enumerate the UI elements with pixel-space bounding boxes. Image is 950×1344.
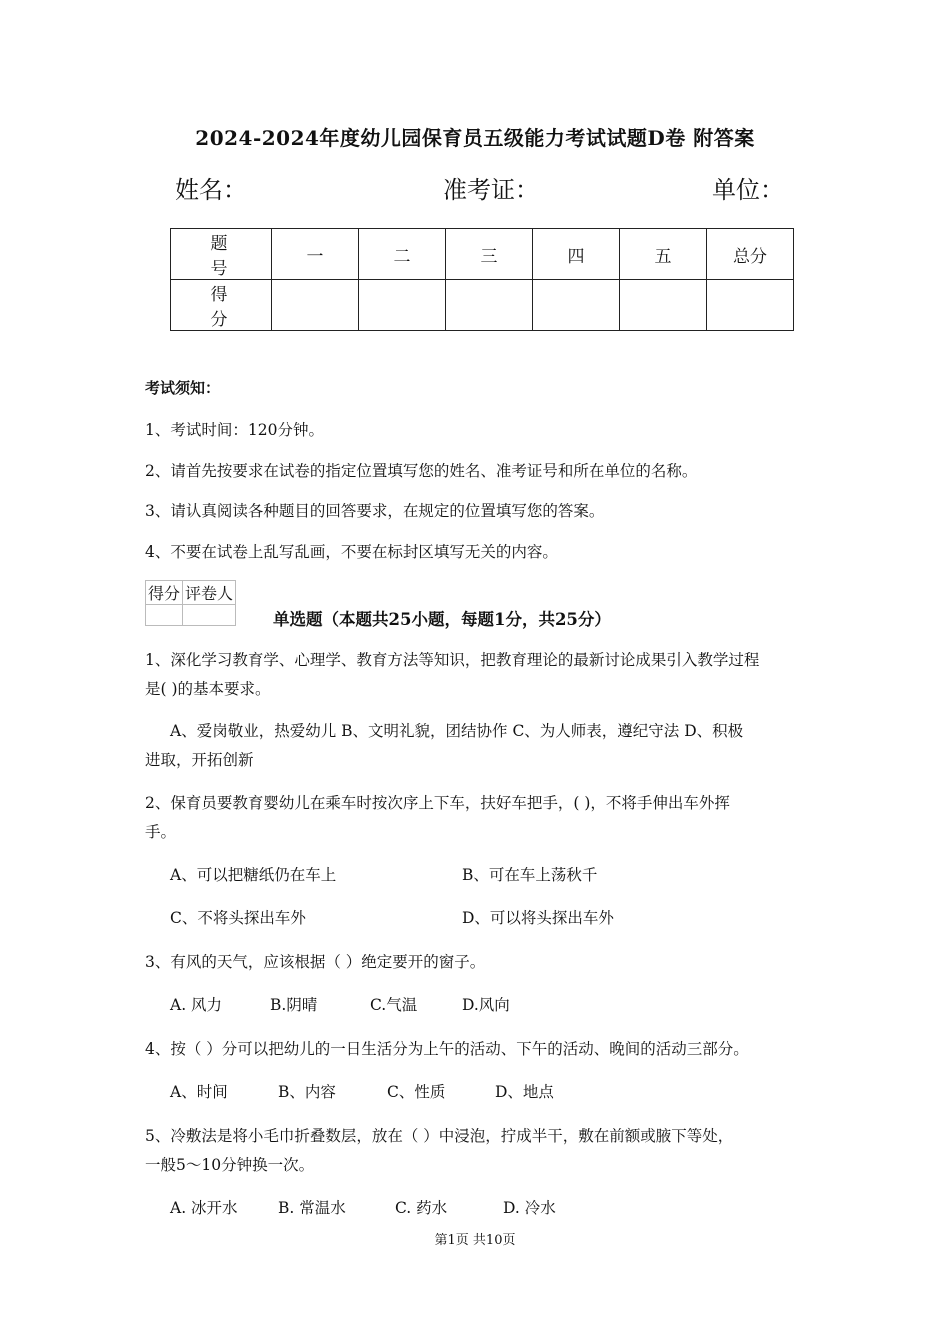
question-5-text: 5、冷敷法是将小毛巾折叠数层，放在（ ）中浸泡，拧成半干，敷在前额或腋下等处， <box>145 1127 734 1145</box>
score-cell[interactable] <box>446 280 533 331</box>
notice-item: 2、请首先按要求在试卷的指定位置填写您的姓名、准考证号和所在单位的名称。 <box>145 462 698 480</box>
question-1-options: A、爱岗敬业，热爱幼儿 B、文明礼貌，团结协作 C、为人师表，遵纪守法 D、积极 <box>170 722 744 740</box>
question-2-option-a: A、可以把糖纸仍在车上 <box>170 866 337 884</box>
score-cell[interactable] <box>359 280 446 331</box>
question-5-option-a: A. 冰开水 <box>170 1199 238 1217</box>
notice-item: 1、考试时间：120分钟。 <box>145 421 324 439</box>
question-3-option-d: D.风向 <box>462 996 510 1014</box>
question-5-text-cont: 一般5～10分钟换一次。 <box>145 1156 315 1174</box>
score-header-cell: 五 <box>620 229 707 280</box>
question-5-option-b: B. 常温水 <box>278 1199 346 1217</box>
notice-heading: 考试须知： <box>145 379 221 397</box>
page-title: 2024-2024年度幼儿园保育员五级能力考试试题D卷 附答案 <box>195 126 755 150</box>
score-cell[interactable] <box>533 280 620 331</box>
name-field-label: 姓名： <box>175 176 247 204</box>
score-header-cell: 四 <box>533 229 620 280</box>
question-1-options-cont: 进取，开拓创新 <box>145 751 254 769</box>
notice-item: 3、请认真阅读各种题目的回答要求，在规定的位置填写您的答案。 <box>145 502 605 520</box>
score-header-cell: 三 <box>446 229 533 280</box>
question-4-option-d: D、地点 <box>495 1083 554 1101</box>
question-5-option-d: D. 冷水 <box>503 1199 556 1217</box>
section-title: 单选题（本题共25小题，每题1分，共25分） <box>273 610 611 629</box>
question-1-text: 1、深化学习教育学、心理学、教育方法等知识，把教育理论的最新讨论成果引入教学过程 <box>145 651 760 669</box>
question-3-option-c: C.气温 <box>370 996 418 1014</box>
score-header-cell: 二 <box>359 229 446 280</box>
question-4-option-c: C、性质 <box>387 1083 446 1101</box>
question-2-option-d: D、可以将头探出车外 <box>462 909 614 927</box>
question-2-text-cont: 手。 <box>145 823 177 841</box>
question-2-option-b: B、可在车上荡秋千 <box>462 866 598 884</box>
question-3-option-b: B.阴晴 <box>270 996 318 1014</box>
score-table-score-row <box>171 280 794 331</box>
score-table-header-row <box>171 229 794 280</box>
score-header-cell: 题 号 <box>171 229 272 280</box>
notice-item: 4、不要在试卷上乱写乱画，不要在标封区填写无关的内容。 <box>145 543 558 561</box>
page-footer: 第1页 共10页 <box>434 1233 516 1248</box>
score-cell[interactable] <box>707 280 794 331</box>
question-5-option-c: C. 药水 <box>395 1199 448 1217</box>
grader-reviewer-label: 评卷人 <box>183 581 236 605</box>
question-4-option-b: B、内容 <box>278 1083 336 1101</box>
score-header-cell: 一 <box>272 229 359 280</box>
question-4-text: 4、按（ ）分可以把幼儿的一日生活分为上午的活动、下午的活动、晚间的活动三部分。 <box>145 1040 749 1058</box>
score-cell[interactable] <box>272 280 359 331</box>
question-2-option-c: C、不将头探出车外 <box>170 909 306 927</box>
grader-score-label: 得分 <box>146 581 183 605</box>
grader-box <box>145 580 236 626</box>
grader-score-cell[interactable] <box>146 605 183 626</box>
score-table <box>170 228 794 331</box>
question-2-text: 2、保育员要教育婴幼儿在乘车时按次序上下车，扶好车把手，( )，不将手伸出车外挥 <box>145 794 730 812</box>
question-3-option-a: A. 风力 <box>170 996 223 1014</box>
exam-id-field-label: 准考证： <box>443 176 539 204</box>
score-cell[interactable] <box>620 280 707 331</box>
question-4-option-a: A、时间 <box>170 1083 228 1101</box>
question-1-text-cont: 是( )的基本要求。 <box>145 680 271 698</box>
unit-field-label: 单位： <box>712 176 784 204</box>
score-row-label: 得 分 <box>171 280 272 331</box>
question-3-text: 3、有风的天气，应该根据（ ）绝定要开的窗子。 <box>145 953 486 971</box>
score-header-cell: 总分 <box>707 229 794 280</box>
grader-reviewer-cell[interactable] <box>183 605 236 626</box>
